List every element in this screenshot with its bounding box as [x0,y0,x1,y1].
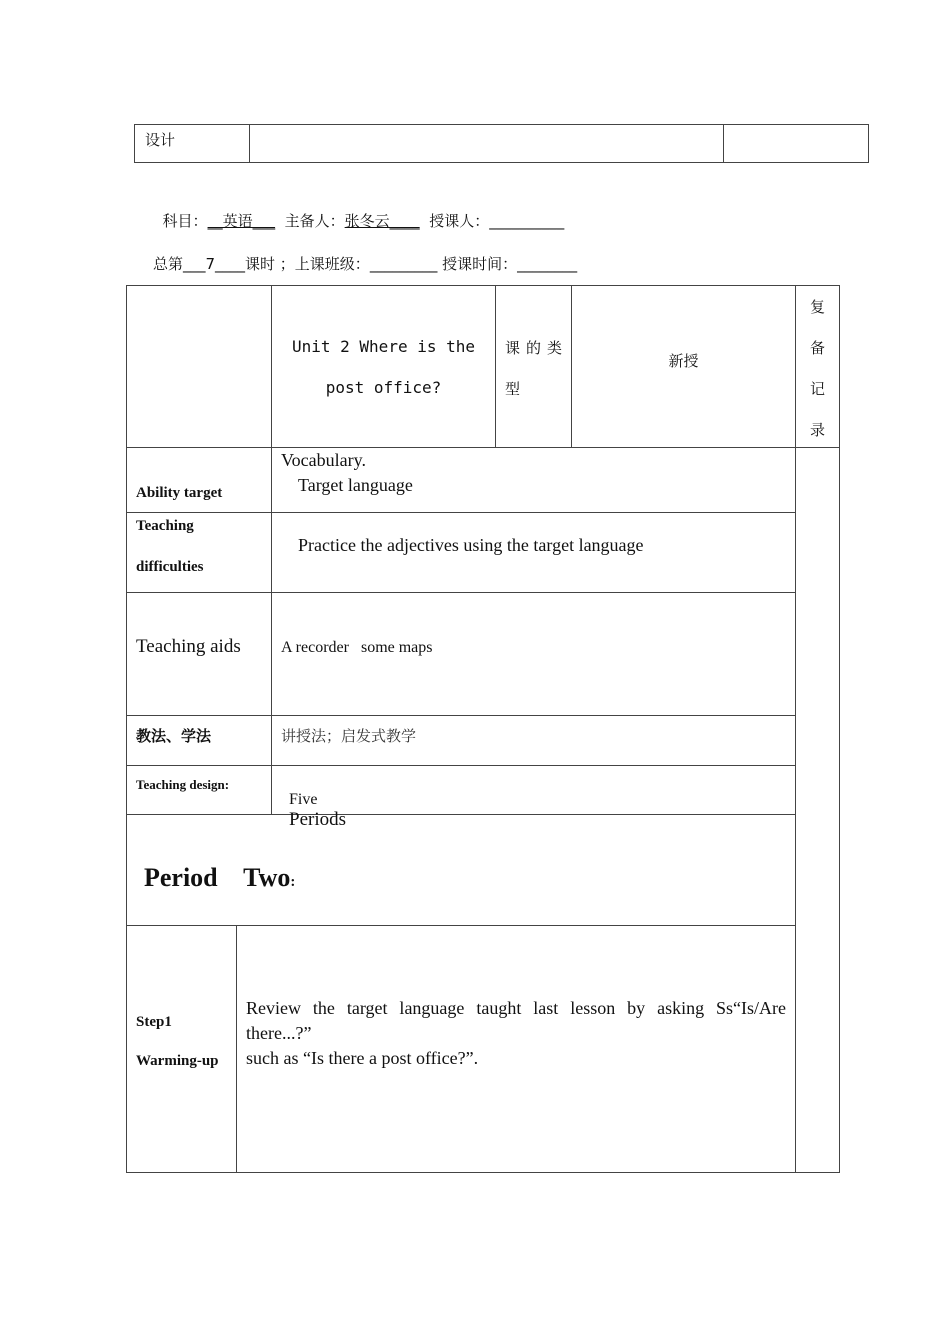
ability-target-line2: Target language [298,475,413,495]
preparer-value: 张冬云____ [344,212,420,230]
method-value: 讲授法；启发式教学 [281,729,417,745]
review-char-4: 录 [809,421,825,439]
teaching-aids-label: Teaching aids [136,636,241,657]
method-label: 教法、学法 [136,727,212,745]
lesson-type-value: 新授 [668,352,699,370]
review-char-1: 复 [809,298,825,316]
unit-title [272,326,495,408]
subject-label: 科目： [162,212,208,230]
step-text [246,996,786,1071]
difficulties-value: Practice the adjectives using the target language [298,535,644,555]
info-line-subject [153,192,564,231]
lesson-type-label [505,328,568,410]
review-char-3: 记 [809,380,825,398]
difficulties-label-line1: Teaching [136,518,194,534]
review-char-2: 备 [809,339,825,357]
preparer-label: 主备人： [284,212,345,230]
teaching-design-main: Periods [289,809,346,830]
period-title [136,845,295,893]
ability-target-line1: Vocabulary. [281,450,366,470]
review-record-column [796,287,839,451]
unit-title-line2: post office? [325,378,442,397]
teaching-design-value [281,773,346,831]
teaching-design-label: Teaching design: [136,777,230,792]
teaching-design-prefix: Five [289,791,318,808]
period-title-colon: : [290,874,296,890]
lesson-type-label-line2: 型 [505,380,521,398]
step-text-line2: there...?” [246,1023,312,1043]
step-text-line3: such as “Is there a post office?”. [246,1048,479,1068]
unit-title-line1: Unit 2 Where is the [291,337,476,356]
step-label-line1: Step1 [136,1014,172,1030]
difficulties-label [136,516,204,577]
teacher-label: 授课人： [429,212,490,230]
info-line-period: 总第___7____课时 ；上课班级：_________ 授课时间：________ [153,255,578,273]
teaching-aids-value: A recorder some maps [281,639,433,656]
subject-value: __英语___ [207,212,276,230]
difficulties-label-line2: difficulties [136,559,204,575]
step-text-line1: Review the target language taught last lesson by asking Ss“Is/Are [246,998,786,1018]
lesson-type-label-line1: 课的类 [505,339,569,357]
period-title-text: Period Two [144,863,291,892]
step-label [136,1014,219,1070]
step-label-line2: Warming-up [136,1053,219,1069]
teacher-value: __________ [489,212,565,230]
ability-target-label: Ability target [136,485,223,501]
top-table-label: 设计 [145,131,176,149]
